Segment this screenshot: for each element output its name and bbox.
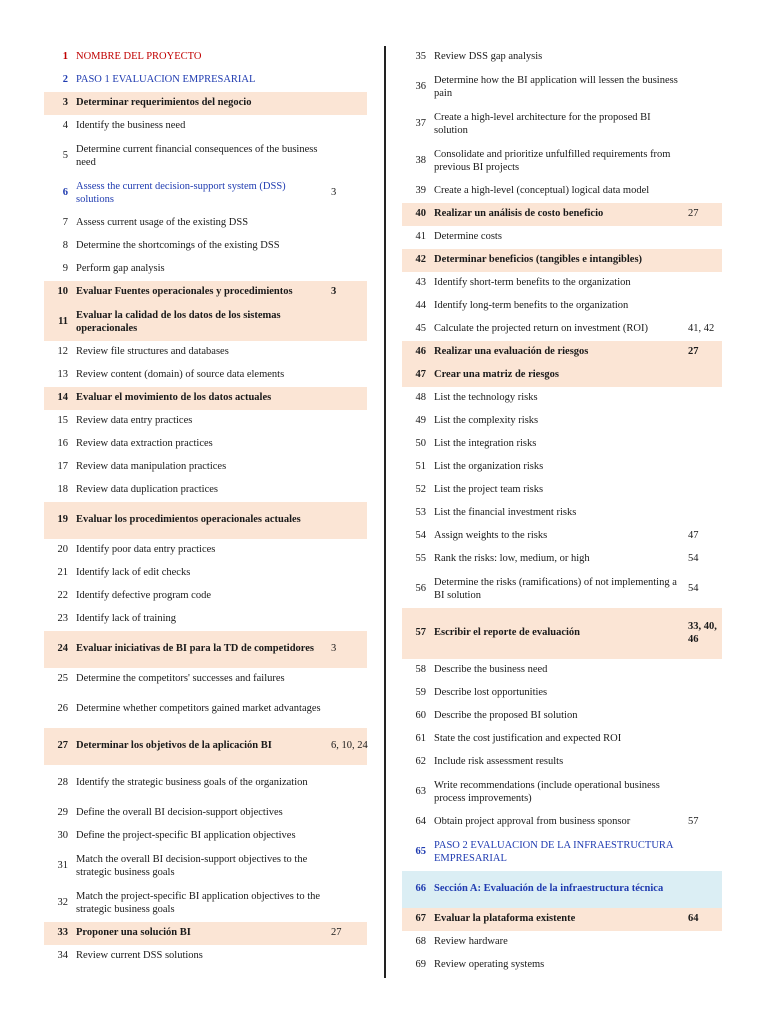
task-row — [44, 115, 367, 138]
task-row — [44, 922, 367, 945]
task-row — [402, 318, 722, 341]
task-name: Review operating systems — [434, 959, 545, 971]
task-row — [44, 212, 367, 235]
task-number: 54 — [415, 530, 426, 542]
task-name: Review DSS gap analysis — [434, 51, 543, 63]
task-number: 24 — [57, 643, 68, 655]
task-name: Identify defective program code — [76, 590, 211, 602]
task-name: Review data extraction practices — [76, 438, 213, 450]
task-row — [402, 295, 722, 318]
task-name: Evaluar Fuentes operacionales y procedimientos — [76, 286, 293, 298]
task-name: Consolidate and prioritize unfulfilled requirements from previous BI projects — [434, 149, 671, 173]
task-name: Define the project-specific BI application objectives — [76, 830, 296, 842]
task-row — [402, 106, 722, 143]
task-row — [44, 387, 367, 410]
task-name: Review current DSS solutions — [76, 950, 203, 962]
task-name: Match the overall BI decision-support objectives to the strategic business goals — [76, 854, 308, 878]
task-number: 43 — [415, 277, 426, 289]
task-number: 3 — [62, 97, 68, 109]
task-row — [44, 175, 367, 212]
task-name: Realizar un análisis de costo beneficio — [434, 208, 604, 220]
task-predecessors: 27 — [688, 208, 699, 220]
task-name: Review data duplication practices — [76, 484, 218, 496]
task-number: 62 — [415, 756, 426, 768]
task-name: Obtain project approval from business sponsor — [434, 816, 631, 828]
task-number: 23 — [57, 613, 68, 625]
task-number: 38 — [415, 155, 426, 167]
task-number: 60 — [415, 710, 426, 722]
task-number: 31 — [57, 860, 68, 872]
task-row — [402, 341, 722, 364]
task-row — [44, 825, 367, 848]
task-row — [402, 728, 722, 751]
task-row — [402, 272, 722, 295]
task-name: Assess the current decision-support system (DSS) solutions — [76, 181, 286, 205]
task-name: Identify the business need — [76, 120, 186, 132]
task-row — [402, 571, 722, 608]
task-number: 4 — [62, 120, 68, 132]
task-row — [44, 433, 367, 456]
task-row — [44, 410, 367, 433]
task-row — [44, 848, 367, 885]
task-row — [402, 931, 722, 954]
task-row — [402, 908, 722, 931]
task-row — [44, 802, 367, 825]
column-divider — [384, 46, 386, 978]
task-name: Include risk assessment results — [434, 756, 564, 768]
task-name: Sección A: Evaluación de la infraestructura técnica — [434, 883, 664, 895]
task-number: 33 — [57, 927, 68, 939]
task-predecessors: 3 — [331, 187, 337, 199]
task-name: List the integration risks — [434, 438, 537, 450]
task-row — [44, 364, 367, 387]
task-name: PASO 2 EVALUACION DE LA INFRAESTRUCTURA EMPRESARIAL — [434, 840, 673, 864]
task-row — [44, 631, 367, 668]
task-row — [44, 885, 367, 922]
task-row — [402, 364, 722, 387]
task-number: 44 — [415, 300, 426, 312]
task-name: Determine the risks (ramifications) of not implementing a BI solution — [434, 577, 677, 601]
task-number: 27 — [57, 740, 68, 752]
task-number: 22 — [57, 590, 68, 602]
task-name: List the organization risks — [434, 461, 544, 473]
task-row — [402, 46, 722, 69]
task-number: 46 — [415, 346, 426, 358]
task-name: Perform gap analysis — [76, 263, 165, 275]
task-name: Match the project-specific BI application objectives to the strategic business goals — [76, 891, 321, 915]
task-number: 64 — [415, 816, 426, 828]
task-list-left-column — [44, 46, 367, 968]
task-number: 6 — [62, 187, 68, 199]
task-number: 53 — [415, 507, 426, 519]
task-number: 29 — [57, 807, 68, 819]
task-row — [44, 585, 367, 608]
task-row — [44, 668, 367, 691]
task-number: 45 — [415, 323, 426, 335]
task-name: Rank the risks: low, medium, or high — [434, 553, 590, 565]
task-number: 58 — [415, 664, 426, 676]
task-name: Escribir el reporte de evaluación — [434, 627, 581, 639]
task-predecessors: 3 — [331, 643, 337, 655]
task-name: Identify lack of training — [76, 613, 177, 625]
task-number: 59 — [415, 687, 426, 699]
task-row — [44, 281, 367, 304]
task-name: Create a high-level (conceptual) logical data model — [434, 185, 650, 197]
task-row — [44, 341, 367, 364]
task-name: Evaluar la calidad de los datos de los sistemas operacionales — [76, 310, 281, 334]
task-number: 67 — [415, 913, 426, 925]
task-name: Realizar una evaluación de riesgos — [434, 346, 589, 358]
task-predecessors: 6, 10, 24 — [331, 740, 368, 752]
task-name: Identify the strategic business goals of the organization — [76, 777, 308, 789]
task-number: 39 — [415, 185, 426, 197]
task-number: 36 — [415, 81, 426, 93]
task-row — [44, 502, 367, 539]
task-row — [44, 69, 367, 92]
task-name: Describe the business need — [434, 664, 548, 676]
task-row — [402, 143, 722, 180]
task-number: 30 — [57, 830, 68, 842]
task-name: Evaluar la plataforma existente — [434, 913, 576, 925]
task-list-right-column — [402, 46, 722, 977]
task-row — [402, 69, 722, 106]
task-predecessors: 54 — [688, 553, 699, 565]
task-name: Assess current usage of the existing DSS — [76, 217, 249, 229]
task-number: 35 — [415, 51, 426, 63]
task-name: List the financial investment risks — [434, 507, 577, 519]
task-name: NOMBRE DEL PROYECTO — [76, 51, 202, 63]
task-name: Determinar requerimientos del negocio — [76, 97, 252, 109]
task-name: Review data entry practices — [76, 415, 193, 427]
task-name: Identify lack of edit checks — [76, 567, 191, 579]
task-name: Evaluar el movimiento de los datos actuales — [76, 392, 272, 404]
task-number: 7 — [62, 217, 68, 229]
task-name: Determine the shortcomings of the existing DSS — [76, 240, 280, 252]
task-name: Review data manipulation practices — [76, 461, 227, 473]
task-row — [44, 608, 367, 631]
task-number: 2 — [62, 74, 68, 86]
task-row — [402, 548, 722, 571]
task-row — [402, 954, 722, 977]
task-row — [44, 562, 367, 585]
task-name: State the cost justification and expected ROI — [434, 733, 622, 745]
task-number: 16 — [57, 438, 68, 450]
task-number: 57 — [415, 627, 426, 639]
task-number: 61 — [415, 733, 426, 745]
task-number: 63 — [415, 786, 426, 798]
task-name: List the complexity risks — [434, 415, 539, 427]
task-row — [402, 705, 722, 728]
task-name: Review content (domain) of source data elements — [76, 369, 285, 381]
task-row — [402, 682, 722, 705]
task-name: Identify short-term benefits to the organization — [434, 277, 631, 289]
task-row — [402, 811, 722, 834]
task-number: 50 — [415, 438, 426, 450]
task-predecessors: 64 — [688, 913, 699, 925]
task-row — [44, 456, 367, 479]
task-predecessors: 57 — [688, 816, 699, 828]
task-name: Evaluar iniciativas de BI para la TD de competidores — [76, 643, 315, 655]
task-name: Assign weights to the risks — [434, 530, 548, 542]
task-number: 47 — [415, 369, 426, 381]
task-predecessors: 47 — [688, 530, 699, 542]
task-row — [402, 525, 722, 548]
task-name: Define the overall BI decision-support objectives — [76, 807, 283, 819]
task-number: 68 — [415, 936, 426, 948]
task-row — [44, 765, 367, 802]
task-name: Determine costs — [434, 231, 502, 243]
task-number: 13 — [57, 369, 68, 381]
task-name: Write recommendations (include operational business process improvements) — [434, 780, 660, 804]
task-number: 41 — [415, 231, 426, 243]
task-predecessors: 27 — [331, 927, 342, 939]
task-number: 40 — [415, 208, 426, 220]
task-number: 19 — [57, 514, 68, 526]
task-row — [44, 945, 367, 968]
task-number: 42 — [415, 254, 426, 266]
task-row — [402, 456, 722, 479]
task-name: Evaluar los procedimientos operacionales actuales — [76, 514, 301, 526]
task-row — [44, 235, 367, 258]
task-row — [44, 258, 367, 281]
task-row — [44, 138, 367, 175]
task-predecessors: 27 — [688, 346, 699, 358]
task-row — [44, 479, 367, 502]
task-name: List the technology risks — [434, 392, 538, 404]
task-row — [44, 539, 367, 562]
task-row — [402, 180, 722, 203]
task-name: Determinar beneficios (tangibles e intangibles) — [434, 254, 643, 266]
task-number: 66 — [415, 883, 426, 895]
task-number: 51 — [415, 461, 426, 473]
task-number: 10 — [57, 286, 68, 298]
task-name: Identify long-term benefits to the organization — [434, 300, 629, 312]
task-number: 56 — [415, 583, 426, 595]
task-name: Determinar los objetivos de la aplicación BI — [76, 740, 272, 752]
task-number: 5 — [62, 150, 68, 162]
task-name: List the project team risks — [434, 484, 544, 496]
task-name: Proponer una solución BI — [76, 927, 191, 939]
task-name: Calculate the projected return on investment (ROI) — [434, 323, 649, 335]
task-row — [402, 608, 722, 659]
task-number: 52 — [415, 484, 426, 496]
task-number: 37 — [415, 118, 426, 130]
task-name: Describe lost opportunities — [434, 687, 548, 699]
task-number: 15 — [57, 415, 68, 427]
task-name: Determine how the BI application will lessen the business pain — [434, 75, 678, 99]
task-row — [402, 751, 722, 774]
task-predecessors: 33, 40, 46 — [688, 621, 717, 645]
task-predecessors: 54 — [688, 583, 699, 595]
task-row — [44, 304, 367, 341]
task-row — [402, 433, 722, 456]
task-name: Determine the competitors' successes and failures — [76, 673, 285, 685]
task-row — [44, 728, 367, 765]
task-row — [44, 691, 367, 728]
task-number: 49 — [415, 415, 426, 427]
task-number: 8 — [62, 240, 68, 252]
task-name: Describe the proposed BI solution — [434, 710, 578, 722]
task-number: 48 — [415, 392, 426, 404]
task-row — [402, 659, 722, 682]
task-row — [402, 249, 722, 272]
task-number: 18 — [57, 484, 68, 496]
task-number: 25 — [57, 673, 68, 685]
task-name: Review hardware — [434, 936, 508, 948]
task-row — [402, 502, 722, 525]
task-row — [402, 834, 722, 871]
task-name: Determine whether competitors gained market advantages — [76, 703, 321, 715]
task-number: 28 — [57, 777, 68, 789]
task-predecessors: 41, 42 — [688, 323, 715, 335]
task-number: 1 — [62, 51, 68, 63]
task-number: 20 — [57, 544, 68, 556]
task-predecessors: 3 — [331, 286, 337, 298]
task-number: 65 — [415, 846, 426, 858]
task-name: Determine current financial consequences of the business need — [76, 144, 318, 168]
task-name: PASO 1 EVALUACION EMPRESARIAL — [76, 74, 256, 86]
task-row — [402, 226, 722, 249]
task-number: 11 — [58, 316, 68, 328]
task-number: 34 — [57, 950, 68, 962]
task-row — [402, 410, 722, 433]
task-number: 69 — [415, 959, 426, 971]
task-name: Review file structures and databases — [76, 346, 229, 358]
task-row — [402, 203, 722, 226]
task-number: 9 — [62, 263, 68, 275]
task-number: 17 — [57, 461, 68, 473]
task-number: 14 — [57, 392, 68, 404]
task-name: Crear una matriz de riesgos — [434, 369, 560, 381]
task-number: 32 — [57, 897, 68, 909]
task-row — [402, 387, 722, 410]
task-number: 26 — [57, 703, 68, 715]
task-name: Create a high-level architecture for the proposed BI solution — [434, 112, 651, 136]
task-number: 55 — [415, 553, 426, 565]
task-row — [402, 479, 722, 502]
task-row — [402, 871, 722, 908]
task-row — [44, 46, 367, 69]
task-number: 12 — [57, 346, 68, 358]
task-row — [44, 92, 367, 115]
task-name: Identify poor data entry practices — [76, 544, 216, 556]
task-row — [402, 774, 722, 811]
task-number: 21 — [57, 567, 68, 579]
